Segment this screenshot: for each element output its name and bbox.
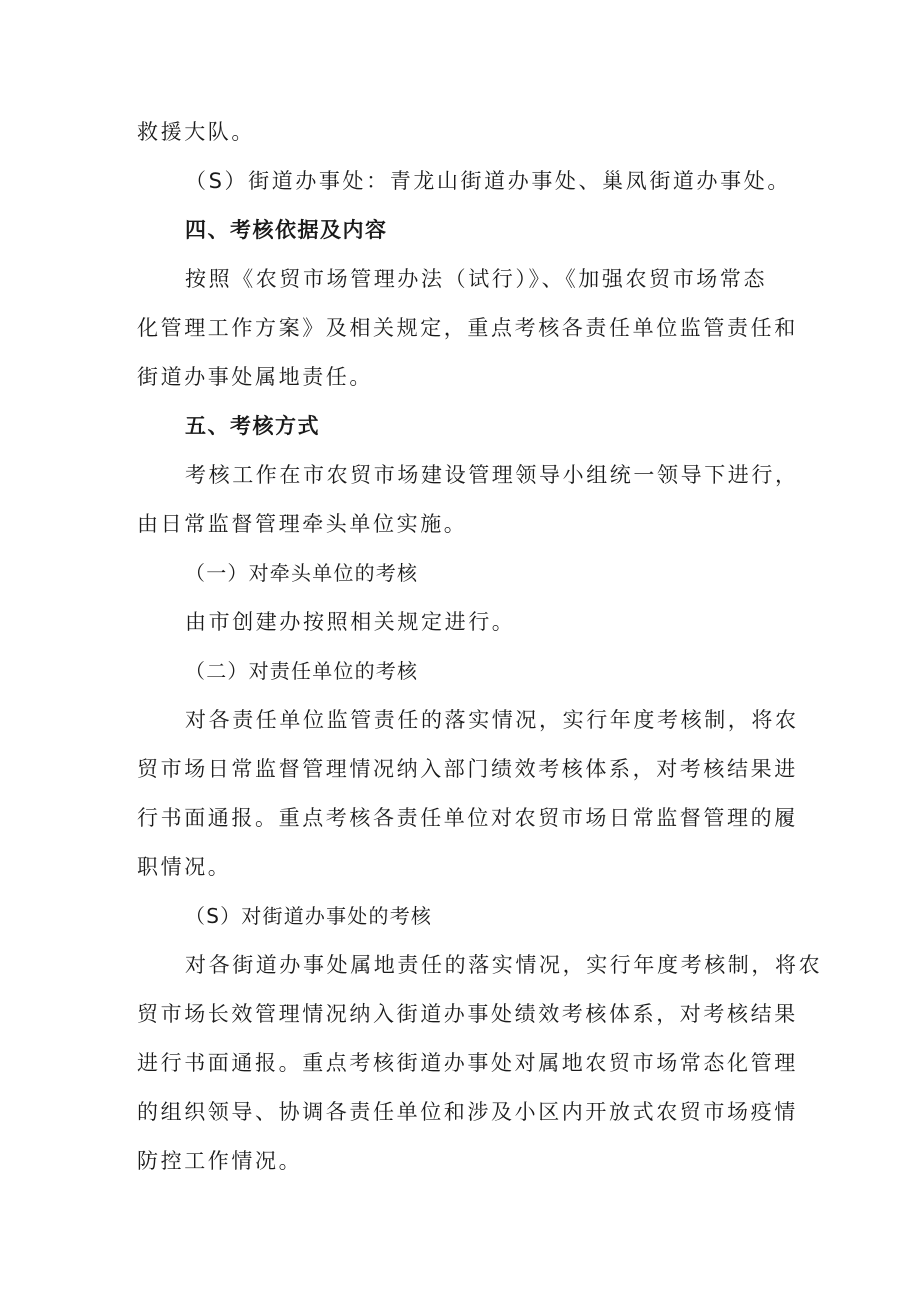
subsection-heading: （二）对责任单位的考核 xyxy=(185,659,419,683)
paragraph-line: 防控工作情况。 xyxy=(137,1149,303,1173)
list-item-line: （S）街道办事处：青龙山街道办事处、巢凤街道办事处。 xyxy=(185,169,791,193)
paragraph-line: 贸市场日常监督管理情况纳入部门绩效考核体系，对考核结果进 xyxy=(137,757,798,781)
paragraph-line: 对各街道办事处属地责任的落实情况，实行年度考核制，将农 xyxy=(185,953,823,977)
subsection-heading: （S）对街道办事处的考核 xyxy=(185,904,433,928)
paragraph-line: 街道办事处属地责任。 xyxy=(137,365,373,389)
paragraph-line: 行书面通报。重点考核各责任单位对农贸市场日常监督管理的履 xyxy=(137,806,798,830)
paragraph-line: 由日常监督管理牵头单位实施。 xyxy=(137,512,468,536)
section-heading: 五、考核方式 xyxy=(185,414,320,438)
paragraph-line: 化管理工作方案》及相关规定，重点考核各责任单位监管责任和 xyxy=(137,316,798,340)
section-heading: 四、考核依据及内容 xyxy=(185,218,388,242)
paragraph-line: 救援大队。 xyxy=(137,120,255,144)
subsection-heading: （一）对牵头单位的考核 xyxy=(185,561,419,585)
paragraph-line: 对各责任单位监管责任的落实情况，实行年度考核制，将农 xyxy=(185,708,799,732)
paragraph-line: 考核工作在市农贸市场建设管理领导小组统一领导下进行， xyxy=(185,463,799,487)
paragraph-line: 进行书面通报。重点考核街道办事处对属地农贸市场常态化管理 xyxy=(137,1051,798,1075)
paragraph-line: 贸市场长效管理情况纳入街道办事处绩效考核体系，对考核结果 xyxy=(137,1002,798,1026)
paragraph-line: 职情况。 xyxy=(137,855,232,879)
paragraph-line: 的组织领导、协调各责任单位和涉及小区内开放式农贸市场疫情 xyxy=(137,1100,798,1124)
paragraph-line: 由市创建办按照相关规定进行。 xyxy=(185,610,516,634)
paragraph-line: 按照《农贸市场管理办法（试行）》、《加强农贸市场常态 xyxy=(185,267,768,291)
